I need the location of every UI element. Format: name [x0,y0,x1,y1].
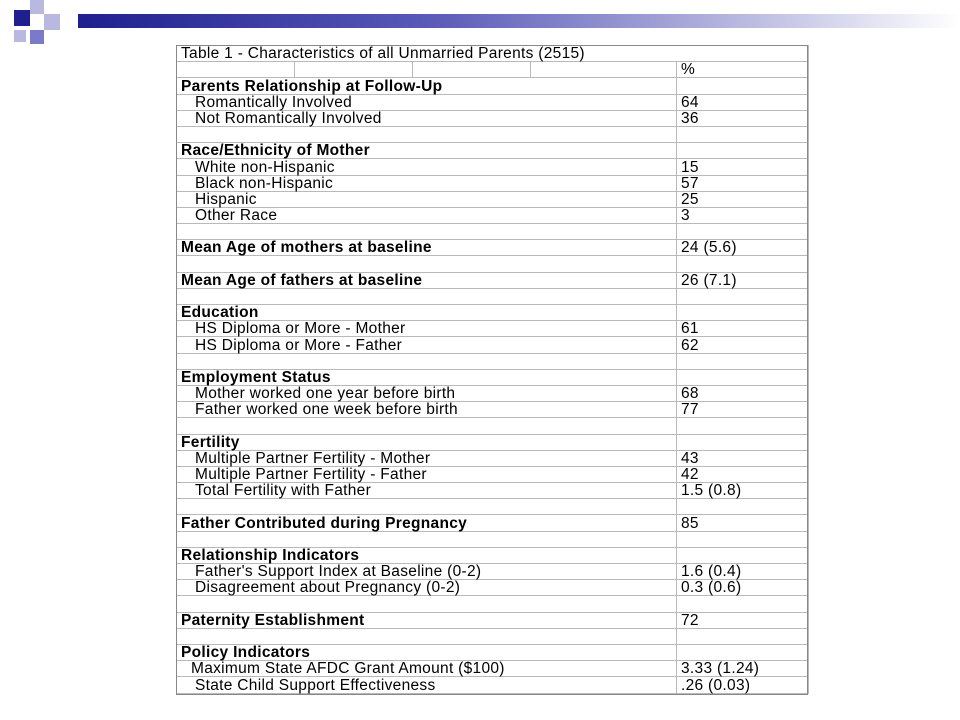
section-row [177,143,809,159]
table-row [177,159,809,175]
table-row [177,661,809,677]
row-value: 15 [677,159,809,175]
row-value: 72 [677,612,809,628]
section-row [177,240,809,256]
row-value: 68 [677,385,809,401]
row-label: White non-Hispanic [177,159,677,175]
characteristics-table [176,45,808,693]
table-title: Table 1 - Characteristics of all Unmarried Parents (2515) [177,46,809,62]
row-label: Disagreement about Pregnancy (0-2) [177,580,677,596]
row-value [677,143,809,159]
table-row [177,110,809,126]
row-value [677,434,809,450]
table-title-row [177,46,809,62]
section-label: Father Contributed during Pregnancy [177,515,677,531]
row-value: 1.6 (0.4) [677,564,809,580]
blank-row [177,224,809,240]
row-label: HS Diploma or More - Mother [177,321,677,337]
section-row [177,369,809,385]
table-header-row [177,62,809,78]
table-row [177,466,809,482]
row-label: Father's Support Index at Baseline (0-2) [177,564,677,580]
row-value: 42 [677,466,809,482]
table-row [177,580,809,596]
section-label: Fertility [177,434,677,450]
row-value: 3.33 (1.24) [677,661,809,677]
row-value [677,628,809,644]
section-label: Relationship Indicators [177,547,677,563]
row-value: 3 [677,207,809,223]
section-row [177,434,809,450]
section-row [177,515,809,531]
blank-row [177,418,809,434]
table-row [177,175,809,191]
row-value: 57 [677,175,809,191]
blank-row [177,628,809,644]
blank-row [177,126,809,142]
section-label: Paternity Establishment [177,612,677,628]
table-row [177,677,809,693]
row-value [677,78,809,94]
table-row [177,191,809,207]
row-label: Father worked one week before birth [177,402,677,418]
section-row [177,272,809,288]
square-light [44,14,60,30]
row-value: 61 [677,321,809,337]
row-value: 43 [677,450,809,466]
row-label [177,288,677,304]
row-label [177,531,677,547]
row-value: .26 (0.03) [677,677,809,693]
blank-row [177,353,809,369]
row-value: 25 [677,191,809,207]
row-value [677,224,809,240]
row-label: State Child Support Effectiveness [177,677,677,693]
table-row [177,483,809,499]
table-row [177,564,809,580]
square-light [14,30,26,42]
row-label: Mother worked one year before birth [177,385,677,401]
row-label: Black non-Hispanic [177,175,677,191]
blank-row [177,531,809,547]
section-row [177,612,809,628]
row-label: Romantically Involved [177,94,677,110]
row-label [177,224,677,240]
row-value [677,126,809,142]
decorative-squares [0,0,80,60]
row-value [677,499,809,515]
table-row [177,337,809,353]
row-label: HS Diploma or More - Father [177,337,677,353]
table-row [177,207,809,223]
table-row [177,450,809,466]
row-value [677,305,809,321]
section-label: Policy Indicators [177,644,677,660]
row-label [177,596,677,612]
section-row [177,305,809,321]
section-row [177,547,809,563]
row-label: Total Fertility with Father [177,483,677,499]
row-label [177,418,677,434]
row-value: 62 [677,337,809,353]
row-value [677,531,809,547]
square-dark [14,10,30,26]
section-label: Mean Age of mothers at baseline [177,240,677,256]
section-label: Race/Ethnicity of Mother [177,143,677,159]
section-label: Education [177,305,677,321]
row-label: Not Romantically Involved [177,110,677,126]
row-value [677,288,809,304]
row-value: 26 (7.1) [677,272,809,288]
row-value: 36 [677,110,809,126]
row-label: Multiple Partner Fertility - Father [177,466,677,482]
row-value: 24 (5.6) [677,240,809,256]
square-mid [30,30,44,44]
blank-row [177,256,809,272]
row-value: 1.5 (0.8) [677,483,809,499]
table-row [177,94,809,110]
row-label [177,353,677,369]
section-label: Mean Age of fathers at baseline [177,272,677,288]
table-row [177,385,809,401]
row-label: Maximum State AFDC Grant Amount ($100) [177,661,677,677]
row-value: 0.3 (0.6) [677,580,809,596]
table-row [177,321,809,337]
blank-row [177,499,809,515]
blank-row [177,596,809,612]
section-label: Employment Status [177,369,677,385]
data-table [176,45,809,694]
row-label [177,628,677,644]
section-label: Parents Relationship at Follow-Up [177,78,677,94]
row-value [677,369,809,385]
row-value [677,353,809,369]
row-value [677,596,809,612]
header-gradient-bar [78,14,960,28]
section-row [177,78,809,94]
row-label [177,126,677,142]
row-value: 77 [677,402,809,418]
square-light [30,0,44,14]
row-label [177,499,677,515]
row-label: Other Race [177,207,677,223]
row-value [677,547,809,563]
row-value: 85 [677,515,809,531]
value-header: % [677,62,809,78]
row-value [677,418,809,434]
table-row [177,402,809,418]
row-label [177,256,677,272]
row-value: 64 [677,94,809,110]
blank-row [177,288,809,304]
row-label: Multiple Partner Fertility - Mother [177,450,677,466]
row-label: Hispanic [177,191,677,207]
row-value [677,644,809,660]
section-row [177,644,809,660]
row-value [677,256,809,272]
